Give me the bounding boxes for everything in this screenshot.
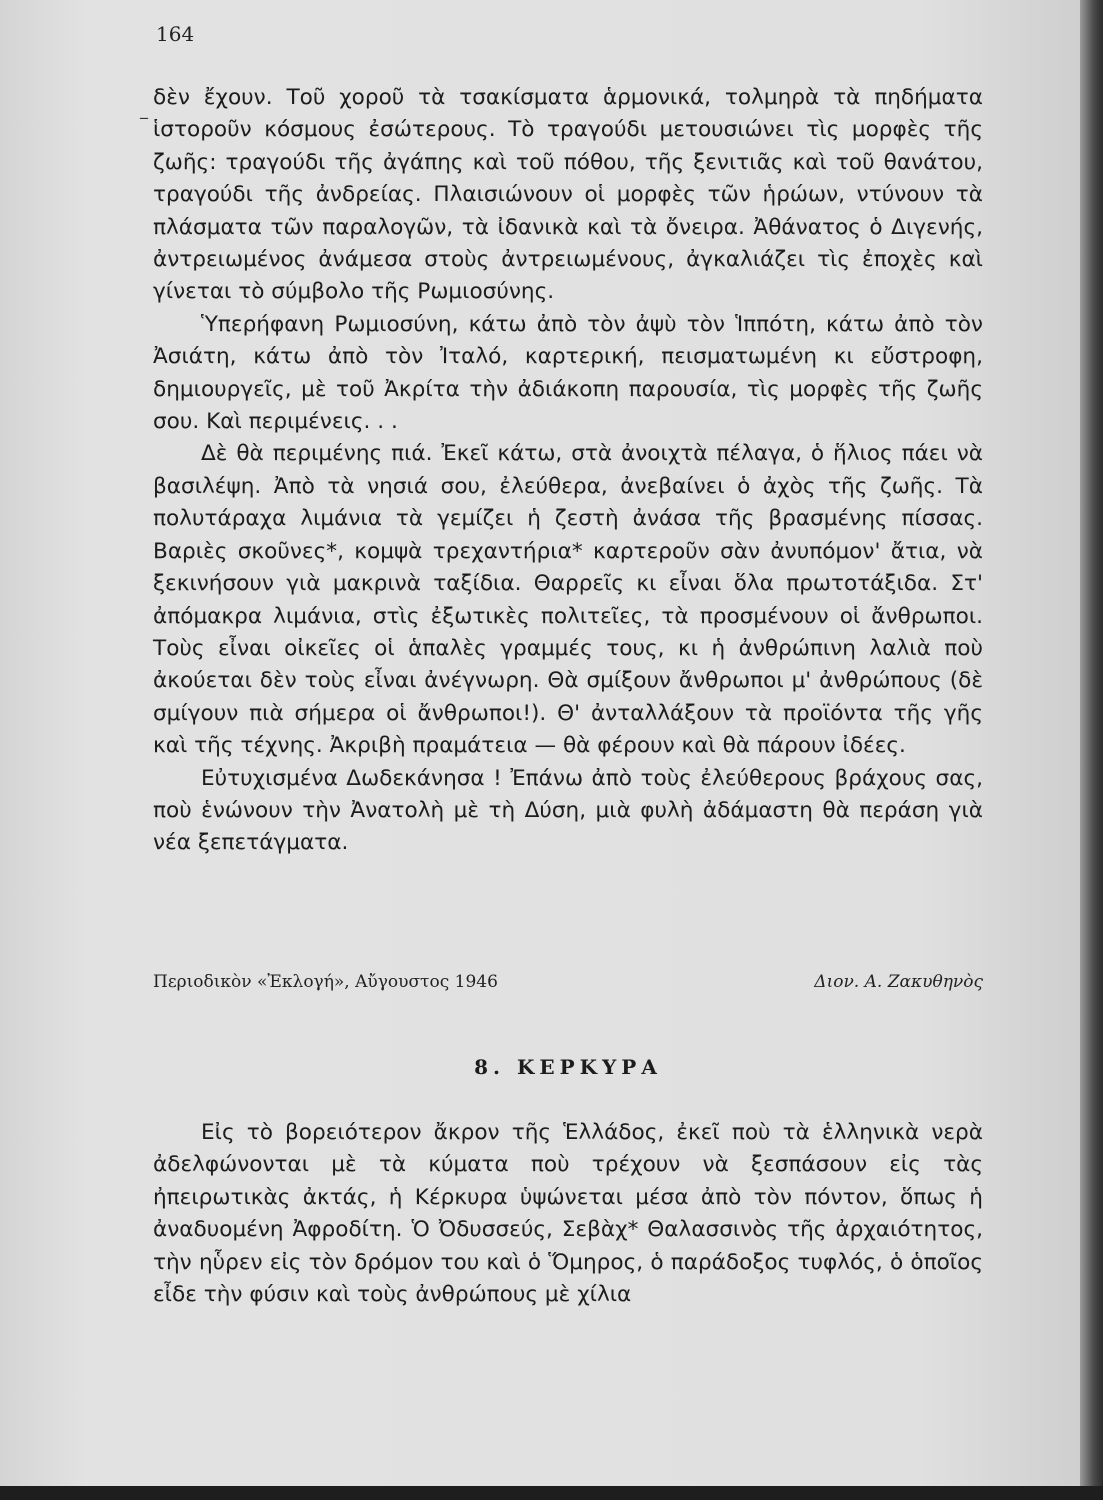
page-binding-edge [1080, 0, 1103, 1500]
source-author: Διον. Α. Ζακυθηνὸς [814, 972, 983, 992]
paragraph: Δὲ θὰ περιμένης πιά. Ἐκεῖ κάτω, στὰ ἀνοιχτὰ πέλαγα, ὁ ἥλιος πάει νὰ βασιλέψη. Ἀπὸ τὰ νησιά σου, ἐλεύθερα, ἀνεβαίνει ὁ ἀχὸς τῆς ζωῆς. Τὰ πολυτάραχα λιμάνια τὰ γεμίζει ἡ ζεστὴ ἀνάσα τῆς βρασμένης πίσσας. Βαριὲς σκοῦνες*, κομψὰ τρεχαντήρια* καρτεροῦν σὰν ἀνυπόμον' ἄτια, νὰ ξεκινήσουν γιὰ μακρινὰ ταξίδια. Θαρρεῖς κι εἶναι ὅλα πρωτοτάξιδα. Στ' ἀπόμακρα λιμάνια, στὶς ἐξωτικὲς πολιτεῖες, τὰ προσμένουν οἱ ἄνθρωποι. Τοὺς εἶναι οἰκεῖες οἱ ἁπαλὲς γραμμές τους, κι ἡ ἀνθρώπινη λαλιὰ ποὺ ἀκούεται δὲν τοὺς εἶναι ἀνέγνωρη. Θὰ σμίξουν ἄνθρωποι μ' ἀνθρώπους (δὲ σμίγουν πιὰ σήμερα οἱ ἄνθρωποι!). Θ' ἀνταλλάξουν τὰ προϊόντα τῆς γῆς καὶ τῆς τέχνης. Ἀκριβὴ πραμάτεια — θὰ φέρουν καὶ θὰ πάρουν ἰδέες. [153, 441, 983, 759]
paragraph: Εὐτυχισμένα Δωδεκάνησα ! Ἐπάνω ἀπὸ τοὺς ἐλεύθερους βράχους σας, ποὺ ἑνώνουν τὴν Ἀνατολὴ μὲ τὴ Δύση, μιὰ φυλὴ ἀδάμαστη θὰ περάση γιὰ νέα ξεπετάγματα. [153, 765, 983, 856]
section-heading: 8. ΚΕΡΚΥΡΑ [474, 1055, 662, 1079]
paragraph: Ὑπερήφανη Ρωμιοσύνη, κάτω ἀπὸ τὸν ἀψὺ τὸν Ἱππότη, κάτω ἀπὸ τὸν Ἀσιάτη, κάτω ἀπὸ τὸν Ἰταλό, καρτερική, πεισματωμένη κι εὔστροφη, δημιουργεῖς, μὲ τοῦ Ἀκρίτα τὴν ἀδιάκοπη παρουσία, τὶς μορφὲς τῆς ζωῆς σου. Καὶ περιμένεις. . . [153, 311, 983, 435]
margin-mark: _ [140, 100, 148, 119]
source-attribution [153, 972, 983, 992]
paragraph: δὲν ἔχουν. Τοῦ χοροῦ τὰ τσακίσματα ἁρμονικά, τολμηρὰ τὰ πηδήματα ἱστοροῦν κόσμους ἐσώτερους. Τὸ τραγούδι μετουσιώνει τὶς μορφὲς τῆς ζωῆς: τραγούδι τῆς ἀγάπης καὶ τοῦ πόθου, τῆς ξενιτιᾶς καὶ τοῦ θανάτου, τραγούδι τῆς ἀνδρείας. Πλαισιώνουν οἱ μορφὲς τῶν ἡρώων, ντύνουν τὰ πλάσματα τῶν παραλογῶν, τὰ ἰδανικὰ καὶ τὰ ὄνειρα. Ἀθάνατος ὁ Διγενής, ἀντρειωμένος ἀνάμεσα στοὺς ἀντρειωμένους, ἀγκαλιάζει τὶς ἐποχὲς καὶ γίνεται τὸ σύμβολο τῆς Ρωμιοσύνης. [153, 85, 983, 305]
section-text [153, 1117, 983, 1311]
scan-bottom-edge [0, 1486, 1103, 1500]
continuation-text [153, 82, 983, 860]
paragraph: Εἰς τὸ βορειότερον ἄκρον τῆς Ἑλλάδος, ἐκεῖ ποὺ τὰ ἑλληνικὰ νερὰ ἀδελφώνονται μὲ τὰ κύματα ποὺ τρέχουν νὰ ξεσπάσουν εἰς τὰς ἠπειρωτικὰς ἀκτάς, ἡ Κέρκυρα ὑψώνεται μέσα ἀπὸ τὸν πόντον, ὅπως ἡ ἀναδυομένη Ἀφροδίτη. Ὁ Ὀδυσσεύς, Σεβὰχ* Θαλασσινὸς τῆς ἀρχαιότητος, τὴν ηὗρεν εἰς τὸν δρόμον του καὶ ὁ Ὅμηρος, ὁ παράδοξος τυφλός, ὁ ὁποῖος εἶδε τὴν φύσιν καὶ τοὺς ἀνθρώπους μὲ χίλια [153, 1120, 983, 1308]
source-citation: Περιοδικὸν «Ἐκλογή», Αὔγουστος 1946 [153, 972, 498, 992]
page-number: 164 [156, 22, 195, 46]
